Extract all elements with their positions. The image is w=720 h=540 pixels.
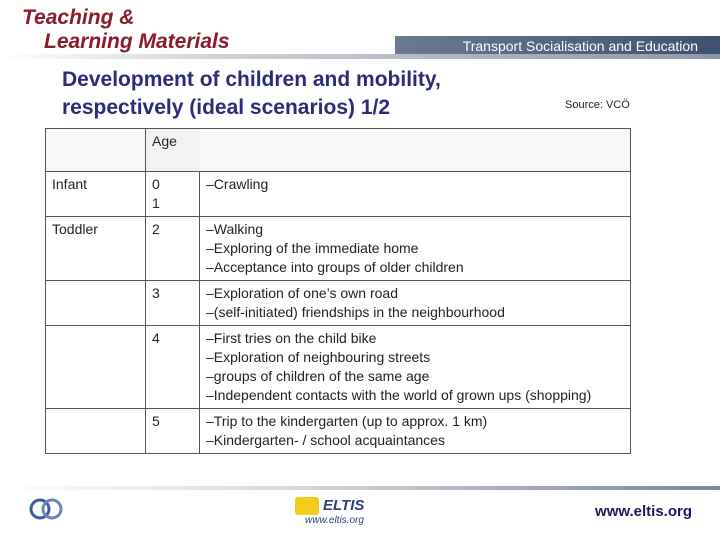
stage-cell: Toddler [46,217,146,281]
stage-cell: Infant [46,172,146,217]
age-cell [146,281,200,326]
age-cell [146,172,200,217]
stage-cell [46,326,146,409]
list-item: – Exploration of one’s own road [206,284,624,303]
header-age-label: Age [152,133,177,149]
table-row [46,409,631,454]
description-cell [200,326,631,409]
teaching-materials-logo [22,6,230,54]
bus-icon [295,497,319,515]
age-value: 2 [152,221,160,237]
header-description [200,129,631,172]
footer-divider [0,486,720,490]
age-value: 4 [152,330,160,346]
organisation-logo-icon [28,498,64,520]
list-item: – groups of children of the same age [206,367,624,386]
title-line2: respectively (ideal scenarios) 1/2 [62,96,391,119]
eltis-logo [295,497,364,526]
list-item: – Walking [206,220,624,239]
description-cell [200,172,631,217]
list-item: – Crawling [206,175,624,194]
age-value: 5 [152,413,160,429]
description-cell [200,217,631,281]
age-value: 3 [152,285,160,301]
stage-cell [46,409,146,454]
title-line1: Development of children and mobility, [62,68,441,91]
list-item: – Acceptance into groups of older children [206,258,624,277]
stage-cell [46,281,146,326]
list-item: – Kindergarten- / school acquaintances [206,431,624,450]
list-item: – Exploring of the immediate home [206,239,624,258]
age-value: 0 [152,176,160,192]
logo-line1: Teaching & [22,6,135,29]
eltis-name: ELTIS [323,497,365,515]
age-cell [146,217,200,281]
description-cell [200,281,631,326]
age-cell [146,409,200,454]
logo-line2: Learning Materials [44,30,230,53]
age-cell [146,326,200,409]
table-row [46,172,631,217]
list-item: – (self-initiated) friendships in the neighbourhood [206,303,624,322]
table-header-row [46,129,631,172]
header-divider [0,54,720,59]
source-note: Source: VCÖ [565,99,630,111]
table-row [46,281,631,326]
subject-title: Transport Socialisation and Education [462,38,698,54]
slide-title [62,66,532,122]
header-age [146,129,200,172]
header-stage [46,129,146,172]
description-cell [200,409,631,454]
website-link[interactable]: www.eltis.org [595,503,692,520]
list-item: – Exploration of neighbouring streets [206,348,624,367]
list-item: – First tries on the child bike [206,329,624,348]
table-row [46,326,631,409]
list-item: – Independent contacts with the world of grown ups (shopping) [206,386,624,405]
list-item: – Trip to the kindergarten (up to approx. 1 km) [206,412,624,431]
eltis-url: www.eltis.org [305,515,364,527]
mobility-table [45,128,631,454]
age-value: 1 [152,195,160,211]
table-row [46,217,631,281]
